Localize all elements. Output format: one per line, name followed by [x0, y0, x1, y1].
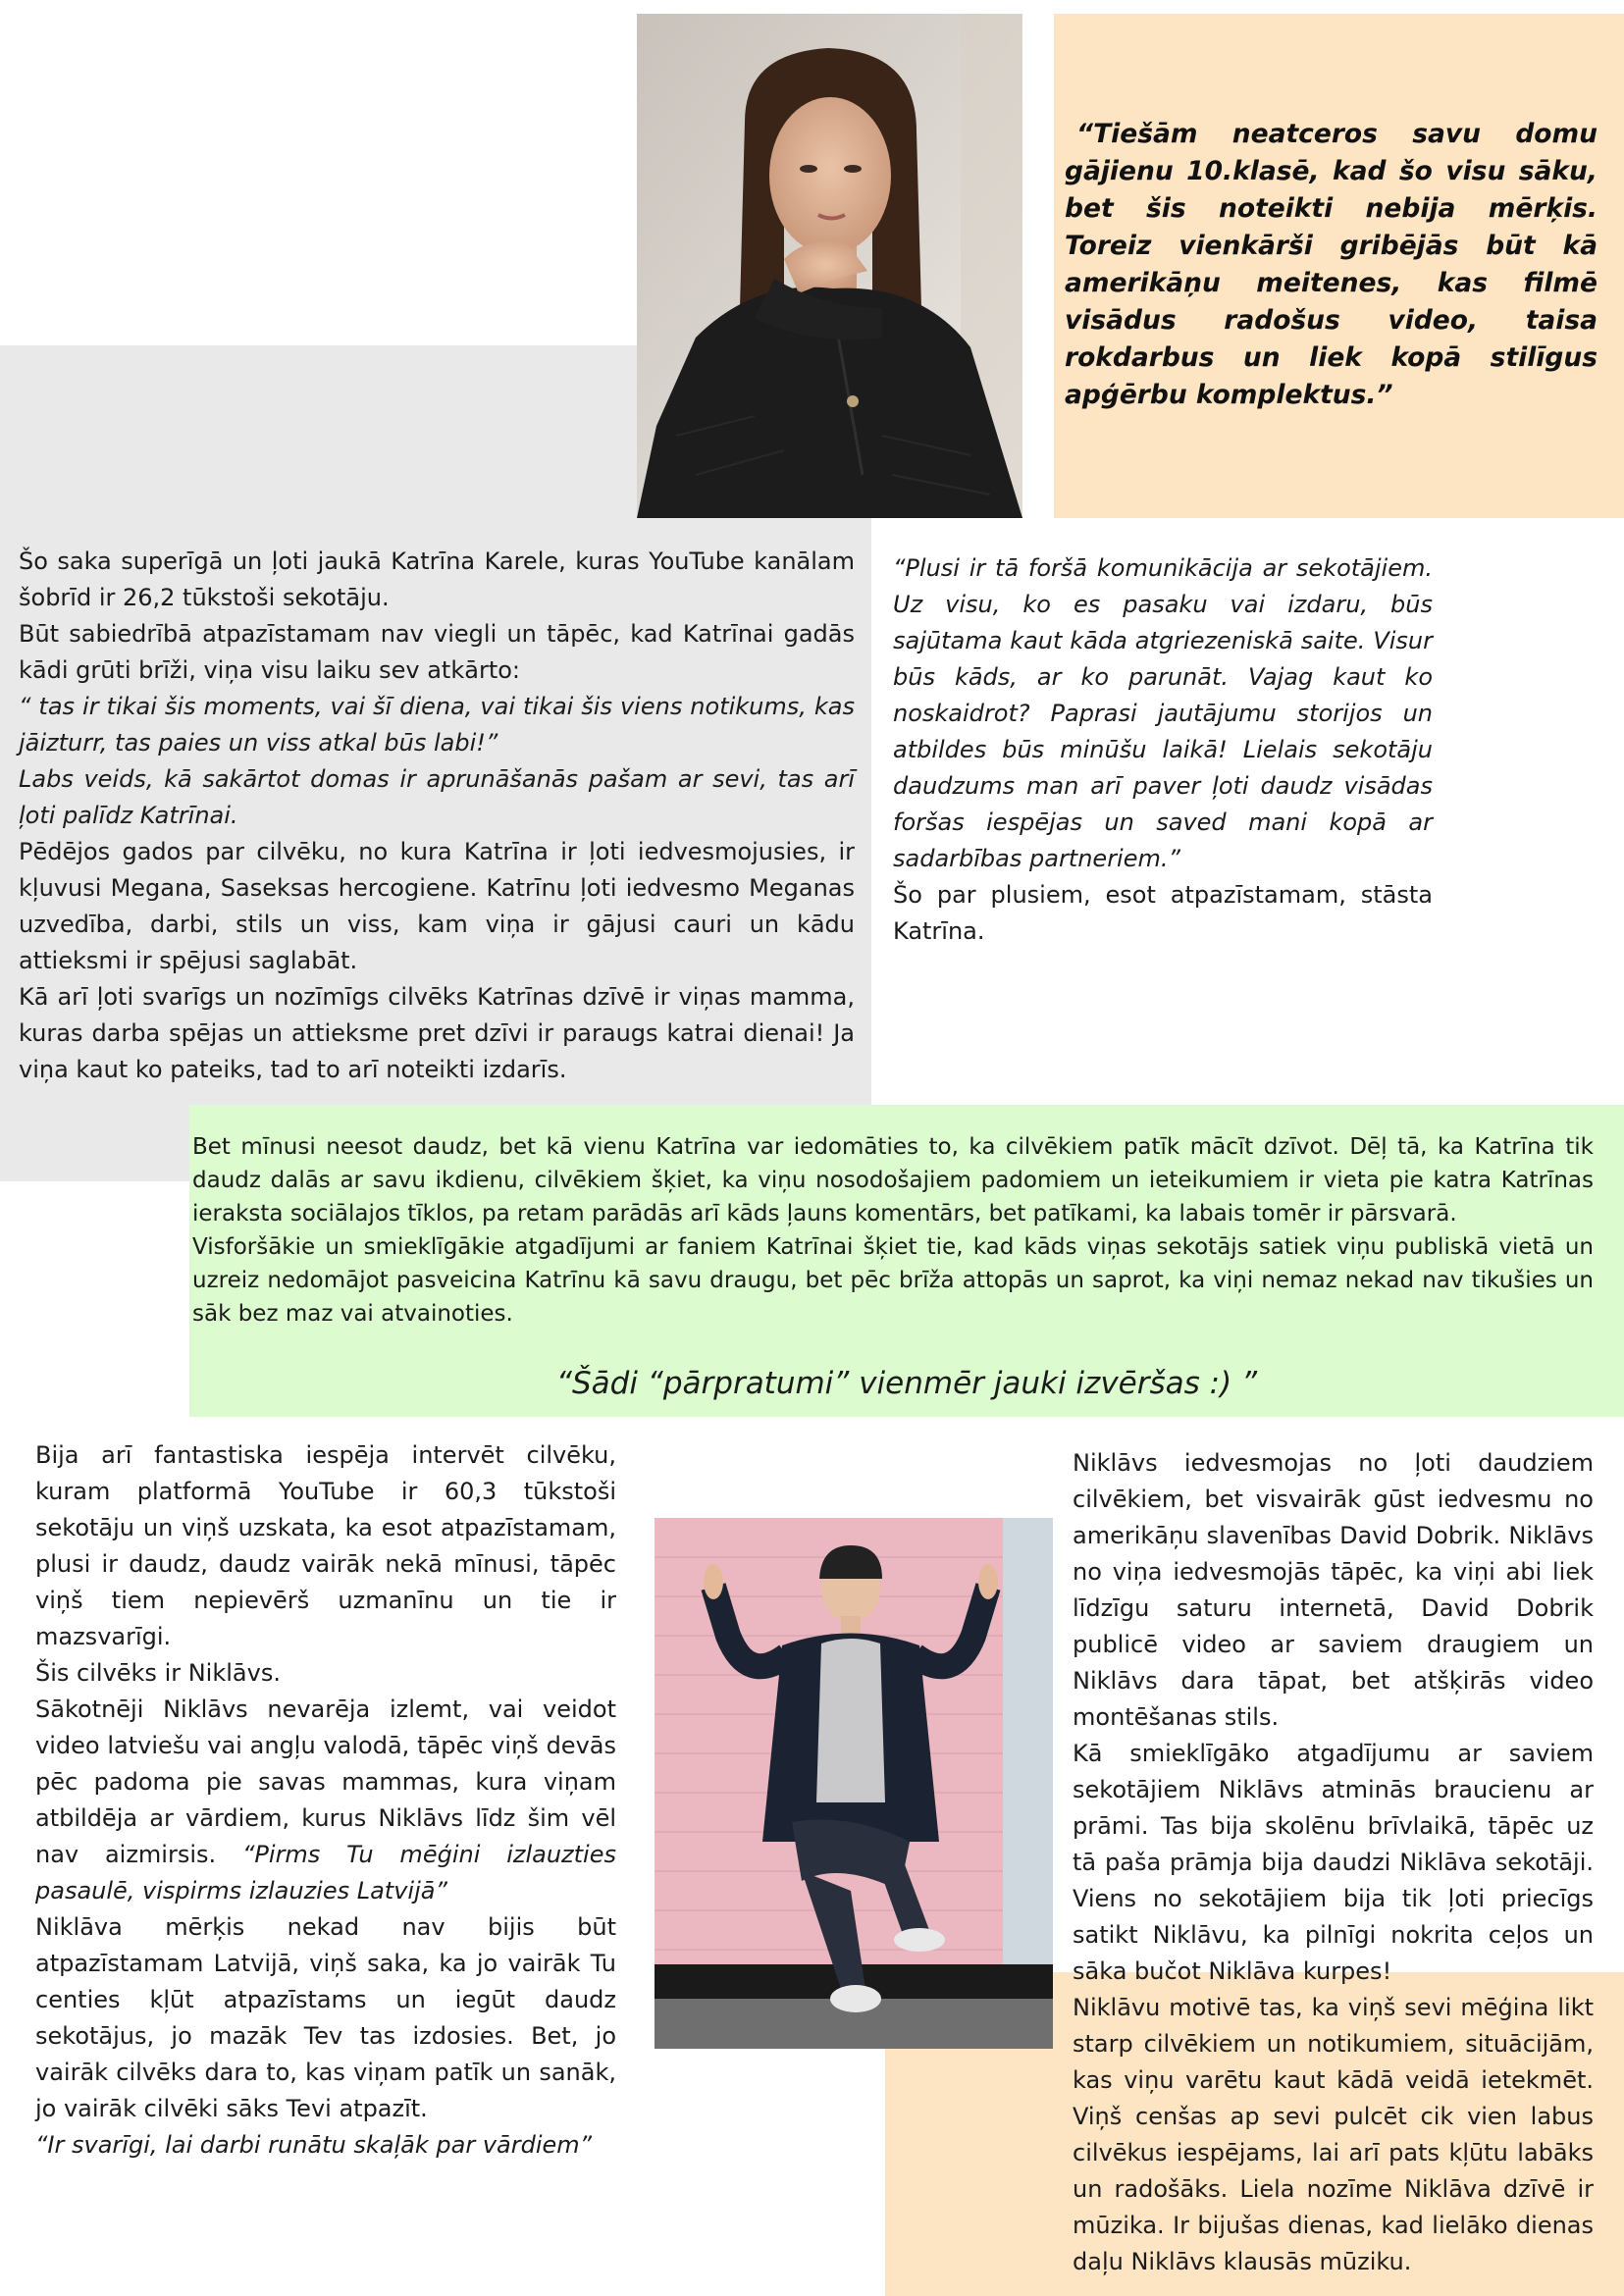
niklavs-photo: [655, 1518, 1053, 2049]
quote-paragraph: “Ir svarīgi, lai darbi runātu skaļāk par vārdiem”: [35, 2131, 593, 2159]
katrina-quote-text: “Tiešām neatceros savu domu gājienu 10.klasē, kad šo visu sāku, bet šis noteikti nebija mērķis. Toreiz vienkārši gribējās būt kā amerikāņu meitenes, kas filmē visādus radošus video, taisa rokdarbus un liek kopā stilīgus apģērbu komplektus.”: [1065, 119, 1598, 410]
katrina-right-column: [893, 550, 1433, 950]
quote-paragraph: “Plusi ir tā foršā komunikācija ar sekotājiem. Uz visu, ko es pasaku vai izdaru, būs sajūtama kaut kāda atgriezeniskā saite. Visur būs kāds, ar ko parunāt. Vajag kaut ko noskaidrot? Paprasi jautājumu storijos un atbildes būs minūšu laikā! Lielais sekotāju daudzums man arī paver ļoti daudz visādas foršas iespējas un saved mani kopā ar sadarbības partneriem.”: [893, 554, 1433, 872]
paragraph: Šo saka superīgā un ļoti jaukā Katrīna Karele, kuras YouTube kanālam šobrīd ir 26,2 tūkstoši sekotāju.: [19, 548, 855, 611]
niklavs-left-column: [35, 1437, 616, 2164]
center-quote: [189, 1364, 1624, 1403]
center-quote-text: “Šādi “pārpratumi” vienmēr jauki izvēršas :) ”: [555, 1366, 1258, 1401]
quote-paragraph: “ tas ir tikai šis moments, vai šī diena, vai tikai šis viens notikums, kas jāizturr, tas paies un viss atkal būs labi!”: [19, 693, 855, 757]
mother-quote: “Pirms Tu mēģini izlauzties pasaulē, vispirms izlauzies Latvijā”: [35, 1841, 616, 1905]
paragraph: Labs veids, kā sakārtot domas ir aprunāšanās pašam ar sevi, tas arī ļoti palīdz Katrīnai.: [19, 765, 855, 829]
paragraph: Būt sabiedrībā atpazīstamam nav viegli un tāpēc, kad Katrīnai gadās kādi grūti brīži, viņa visu laiku sev atkārto:: [19, 620, 855, 684]
paragraph: Visforšākie un smieklīgākie atgadījumi ar faniem Katrīnai šķiet tie, kad kāds viņas sekotājs satiek viņu publiskā vietā un uzreiz nedomājot pasveicina Katrīnu kā savu draugu, bet pēc brīža attopās un saprot, ka viņi nemaz nekad nav tikušies un sāk bez maz vai atvainoties.: [192, 1234, 1594, 1327]
katrina-photo: [637, 14, 1022, 518]
paragraph: Kā smieklīgāko atgadījumu ar saviem sekotājiem Niklāvs atminās braucienu ar prāmi. Tas bija skolēnu brīvlaikā, tāpēc uz tā paša prāmja bija daudzi Niklāva sekotāji. Viens no sekotājiem bija tik ļoti priecīgs satikt Niklāvu, ka pilnīgi nokrita ceļos un sāka bučot Niklāva kurpes!: [1073, 1740, 1594, 1985]
paragraph: Pēdējos gados par cilvēku, no kura Katrīna ir ļoti iedvesmojusies, ir kļuvusi Megana, Saseksas hercogiene. Katrīnu ļoti iedvesmo Meganas uzvedība, darbi, stils un viss, kam viņa ir gājusi cauri un kādu attieksmi ir spējusi saglabāt.: [19, 838, 855, 974]
katrina-top-quote: [1065, 116, 1598, 414]
paragraph: Bija arī fantastiska iespēja intervēt cilvēku, kuram platformā YouTube ir 60,3 tūkstoši sekotāju un viņš uzskata, ka esot atpazīstamam, plusi ir daudz, daudz vairāk nekā mīnusi, tāpēc viņš tiem nepievērš uzmanīnu un tie ir mazsvarīgi.: [35, 1441, 616, 1650]
paragraph: [35, 1692, 616, 1909]
paragraph: Niklāvu motivē tas, ka viņš sevi mēģina likt starp cilvēkiem un notikumiem, situācijām, kas viņu varētu kaut kādā veidā ietekmēt. Viņš cenšas ap sevi pulcēt cik vien labus cilvēkus iespējams, lai arī pats kļūtu labāks un radošāks. Liela nozīme Niklāva dzīvē ir mūzika. Ir bijušas dienas, kad lielāko dienas daļu Niklāvs klausās mūziku.: [1073, 1994, 1594, 2275]
paragraph: Niklāvs iedvesmojas no ļoti daudziem cilvēkiem, bet visvairāk gūst iedvesmu no amerikāņu slavenības David Dobrik. Niklāvs no viņa iedvesmojās tāpēc, ka viņi abi liek līdzīgu saturu internetā, David Dobrik publicē video ar saviem draugiem un Niklāvs dara tāpat, bet atšķirās video montēšanas stils.: [1073, 1449, 1594, 1731]
katrina-left-column: [19, 544, 855, 1088]
paragraph: Niklāva mērķis nekad nav bijis būt atpazīstamam Latvijā, viņš saka, ka jo vairāk Tu centies kļūt atpazīstams un iegūt daudz sekotājus, jo mazāk Tev tas izdosies. Bet, jo vairāk cilvēks dara to, kas viņam patīk un sanāk, jo vairāk cilvēki sāks Tevi atpazīt.: [35, 1913, 616, 2122]
paragraph: Bet mīnusi neesot daudz, bet kā vienu Katrīna var iedomāties to, ka cilvēkiem patīk mācīt dzīvot. Dēļ tā, ka Katrīna tik daudz dalās ar savu ikdienu, cilvēkiem šķiet, ka viņu nosodošajiem padomiem un ieteikumiem ir vieta pie katra Katrīnas ieraksta sociālajos tīklos, pa retam parādās arī kāds ļauns komentārs, bet patīkami, ka labais tomēr ir pārsvarā.: [192, 1134, 1594, 1226]
niklavs-right-column: [1073, 1445, 1594, 2280]
paragraph: Šo par plusiem, esot atpazīstamam, stāsta Katrīna.: [893, 881, 1433, 945]
paragraph-text: Sākotnēji Niklāvs nevarēja izlemt, vai veidot video latviešu vai angļu valodā, tāpēc viņš devās pēc padoma pie savas mammas, kura viņam atbildēja ar vārdiem, kurus Niklāvs līdz šim vēl nav aizmirsis.: [35, 1696, 616, 1868]
paragraph: Šis cilvēks ir Niklāvs.: [35, 1659, 281, 1687]
green-box-text: [192, 1130, 1594, 1331]
paragraph: Kā arī ļoti svarīgs un nozīmīgs cilvēks Katrīnas dzīvē ir viņas mamma, kuras darba spējas un attieksme pret dzīvi ir paraugs katrai dienai! Ja viņa kaut ko pateiks, tad to arī noteikti izdarīs.: [19, 983, 855, 1083]
